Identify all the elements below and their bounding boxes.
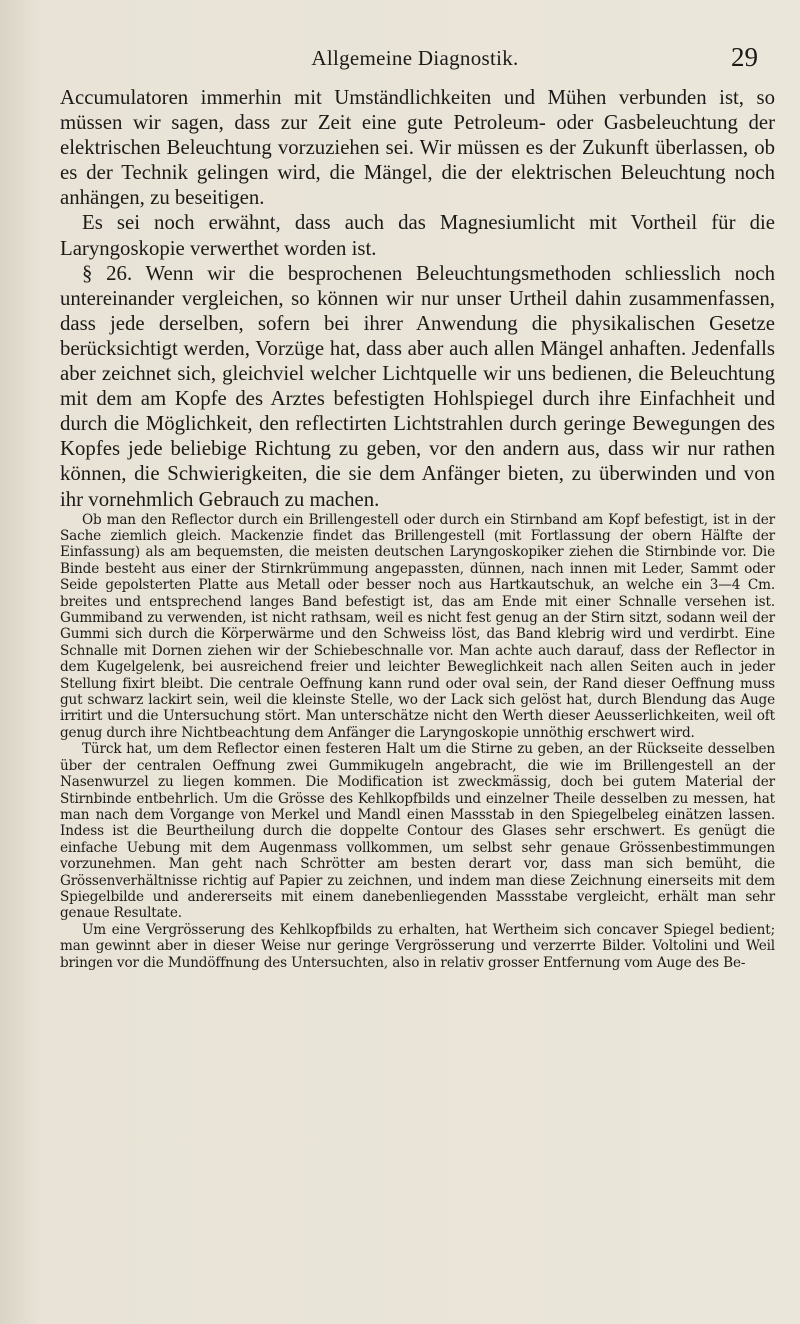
running-title: Allgemeine Diagnostik. xyxy=(311,46,519,70)
body-text xyxy=(60,85,775,971)
paragraph: Accumulatoren immerhin mit Umständlichkeiten und Mühen verbunden ist, so müssen wir sagen, dass zur Zeit eine gute Petroleum- oder Gasbeleuchtung der elektrischen Beleuchtung vorzuziehen sei. Wir müssen es der Zukunft überlassen, ob es der Technik gelingen wird, die Mängel, die der elektrischen Beleuchtung noch anhängen, zu beseitigen. xyxy=(60,86,775,210)
paragraph: Es sei noch erwähnt, dass auch das Magnesiumlicht mit Vortheil für die Laryngoskopie verwerthet worden ist. xyxy=(60,211,775,260)
page-number: 29 xyxy=(731,42,758,72)
running-header xyxy=(60,42,770,76)
note-paragraph: Ob man den Reflector durch ein Brillengestell oder durch ein Stirnband am Kopf befestigt, ist in der Sache ziemlich gleich. Mackenzie findet das Brillengestell (mit Fortlassung der obern Hälfte der Einfassung) als am bequemsten, die meisten deutschen Laryngoskopiker ziehen die Stirnbinde vor. Die Binde besteht aus einer der Stirnkrümmung angepassten, dünnen, nach innen mit Leder, Sammt oder Seide gepolsterten Platte aus Metall oder besser noch aus Hartkautschuk, an welche ein 3—4 Cm. breites und entsprechend langes Band befestigt ist, das am Ende mit einer Schnalle versehen ist. Gummiband zu verwenden, ist nicht rathsam, weil es nicht fest genug an der Stirn sitzt, sodann weil der Gummi sich durch die Körperwärme und den Schweiss löst, das Band klebrig wird und verdirbt. Eine Schnalle mit Dornen ziehen wir der Schiebeschnalle vor. Man achte auch darauf, dass der Reflector in dem Kugelgelenk, bei ausreichend freier und leichter Beweglichkeit nach allen Seiten auch in jeder Stellung fixirt bleibt. Die centrale Oeffnung kann rund oder oval sein, der Rand dieser Oeffnung muss gut schwarz lackirt sein, weil die kleinste Stelle, wo der Lack sich gelöst hat, durch Blendung das Auge irritirt und die Untersuchung stört. Man unterschätze nicht den Werth dieser Aeusserlichkeiten, weil oft genug durch ihre Nichtbeachtung dem Anfänger die Laryngoskopie unnöthig erschwert wird. xyxy=(60,511,775,741)
paragraph-section-26: § 26. Wenn wir die besprochenen Beleuchtungsmethoden schliesslich noch untereinander vergleichen, so können wir nur unser Urtheil dahin zusammenfassen, dass jede derselben, sofern bei ihrer Anwendung die physikalischen Gesetze berücksichtigt werden, Vorzüge hat, dass aber auch allen Mängel anhaften. Jedenfalls aber zeichnet sich, gleichviel welcher Lichtquelle wir uns bedienen, die Beleuchtung mit dem am Kopfe des Arztes befestigten Hohlspiegel durch ihre Einfachheit und durch die Möglichkeit, den reflectirten Lichtstrahlen durch geringe Bewegungen des Kopfes jede beliebige Richtung zu geben, vor den andern aus, dass wir nur rathen können, die Schwierigkeiten, die sie dem Anfänger bieten, zu überwinden und von ihr vornehmlich Gebrauch zu machen. xyxy=(60,261,775,511)
note-paragraph: Türck hat, um dem Reflector einen festeren Halt um die Stirne zu geben, an der Rückseite desselben über der centralen Oeffnung zwei Gummikugeln angebracht, die wie im Brillengestell an der Nasenwurzel zu liegen kommen. Die Modification ist zweckmässig, doch bei gutem Material der Stirnbinde entbehrlich. Um die Grösse des Kehlkopfbilds und einzelner Theile desselben zu messen, hat man nach dem Vorgange von Merkel und Mandl einen Massstab in den Spiegelbeleg einätzen lassen. Indess ist die Beurtheilung durch die doppelte Contour des Glases sehr erschwert. Es genügt die einfache Uebung mit dem Augenmass vollkommen, um selbst sehr genaue Grössenbestimmungen vorzunehmen. Man geht nach Schrötter am besten derart vor, dass man sich bemüht, die Grössenverhältnisse richtig auf Papier zu zeichnen, und indem man diese Zeichnung einerseits mit dem Spiegelbilde und andererseits mit einem danebenliegenden Massstabe vergleicht, erhält man sehr genaue Resultate. xyxy=(60,741,775,922)
note-paragraph: Um eine Vergrösserung des Kehlkopfbilds zu erhalten, hat Wertheim sich concaver Spiegel bedient; man gewinnt aber in dieser Weise nur geringe Vergrösserung und verzerrte Bilder. Voltolini und Weil bringen vor die Mundöffnung des Untersuchten, also in relativ grosser Entfernung vom Auge des Be- xyxy=(60,921,775,971)
